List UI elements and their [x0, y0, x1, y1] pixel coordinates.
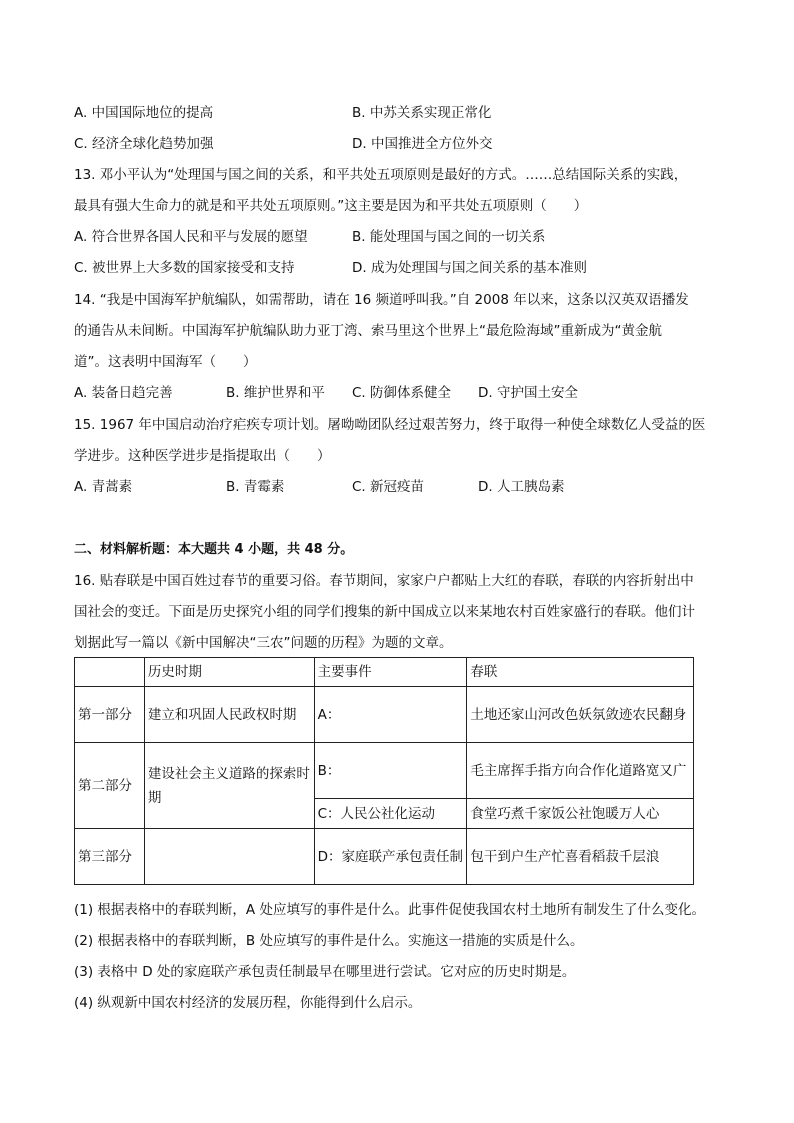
q15-option-c: C. 新冠疫苗: [352, 479, 425, 495]
period-cell: 建设社会主义道路的探索时期: [144, 743, 314, 829]
q15-option-d: D. 人工胰岛素: [478, 479, 565, 495]
q13-option-b: B. 能处理国与国之间的一切关系: [352, 229, 546, 245]
q13-option-a: A. 符合世界各国人民和平与发展的愿望: [74, 229, 308, 245]
q14-stem-line3: 道”。这表明中国海军（ ）: [74, 354, 257, 370]
event-cell: A：: [314, 687, 467, 743]
event-cell: B：: [314, 743, 467, 799]
q16-sub1: (1) 根据表格中的春联判断，A 处应填写的事件是什么。此事件促使我国农村土地所有制发生了什么变化。: [74, 902, 705, 918]
part-label: 第一部分: [75, 687, 145, 743]
part-label: 第三部分: [75, 829, 145, 885]
q12-option-d: D. 中国推进全方位外交: [352, 136, 493, 152]
q15-stem-line2: 学进步。这种医学进步是指提取出（ ）: [74, 448, 331, 464]
table-header-cell: 历史时期: [144, 658, 314, 687]
q12-option-c: C. 经济全球化趋势加强: [74, 136, 214, 152]
event-cell: D：家庭联产承包责任制: [314, 829, 467, 885]
period-cell: 建立和巩固人民政权时期: [144, 687, 314, 743]
q12-option-b: B. 中苏关系实现正常化: [352, 105, 492, 121]
q12-option-a: A. 中国国际地位的提高: [74, 105, 214, 121]
couplet-cell: 包干到户生产忙喜看稻菽千层浪: [467, 829, 694, 885]
couplet-cell: 食堂巧煮千家饭公社饱暖万人心: [467, 799, 694, 829]
table-header-cell: 春联: [467, 658, 694, 687]
table-header-cell: 主要事件: [314, 658, 467, 687]
couplet-cell: 土地还家山河改色妖氛敛迹农民翻身: [467, 687, 694, 743]
table-header-row: [75, 658, 694, 687]
q13-stem-line2: 最具有强大生命力的就是和平共处五项原则。”这主要是因为和平共处五项原则（ ）: [74, 198, 588, 214]
period-cell: [144, 829, 314, 885]
q14-stem-line2: 的通告从未间断。中国海军护航编队助力亚丁湾、索马里这个世界上“最危险海域”重新成为“黄金航: [74, 323, 662, 339]
event-cell: C：人民公社化运动: [314, 799, 467, 829]
table-row: [75, 829, 694, 885]
q14-option-a: A. 装备日趋完善: [74, 385, 173, 401]
part-label: 第二部分: [75, 743, 145, 829]
table-row: [75, 687, 694, 743]
q14-stem-line1: 14. “我是中国海军护航编队，如需帮助，请在 16 频道呼叫我。”自 2008 年以来，这条以汉英双语播发: [74, 292, 689, 308]
q14-option-d: D. 守护国土安全: [478, 385, 578, 401]
q16-stem-line1: 16. 贴春联是中国百姓过春节的重要习俗。春节期间，家家户户都贴上大红的春联，春联的内容折射出中: [74, 573, 694, 589]
section-heading: 二、材料解析题：本大题共 4 小题，共 48 分。: [74, 542, 354, 557]
couplet-table: [74, 657, 694, 885]
q16-sub4: (4) 纵观新中国农村经济的发展历程，你能得到什么启示。: [74, 995, 422, 1011]
q16-sub2: (2) 根据表格中的春联判断，B 处应填写的事件是什么。实施这一措施的实质是什么。: [74, 933, 584, 949]
q14-option-b: B. 维护世界和平: [226, 385, 325, 401]
table-row: [75, 743, 694, 799]
q16-stem-line2: 国社会的变迁。下面是历史探究小组的同学们搜集的新中国成立以来某地农村百姓家盛行的春联。他们计: [74, 604, 695, 620]
q16-sub3: (3) 表格中 D 处的家庭联产承包责任制最早在哪里进行尝试。它对应的历史时期是。: [74, 964, 576, 980]
q16-stem-line3: 划据此写一篇以《新中国解决“三农”问题的历程》为题的文章。: [74, 635, 453, 651]
q15-stem-line1: 15. 1967 年中国启动治疗疟疾专项计划。屠呦呦团队经过艰苦努力，终于取得一种使全球数亿人受益的医: [74, 417, 706, 433]
table-header-cell: [75, 658, 145, 687]
q13-stem-line1: 13. 邓小平认为“处理国与国之间的关系，和平共处五项原则是最好的方式。……总结国际关系的实践，: [74, 167, 688, 183]
q13-option-d: D. 成为处理国与国之间关系的基本准则: [352, 260, 587, 276]
q14-option-c: C. 防御体系健全: [352, 385, 452, 401]
q15-option-a: A. 青蒿素: [74, 479, 133, 495]
couplet-cell: 毛主席挥手指方向合作化道路宽又广: [467, 743, 694, 799]
q15-option-b: B. 青霉素: [226, 479, 285, 495]
q13-option-c: C. 被世界上大多数的国家接受和支持: [74, 260, 295, 276]
